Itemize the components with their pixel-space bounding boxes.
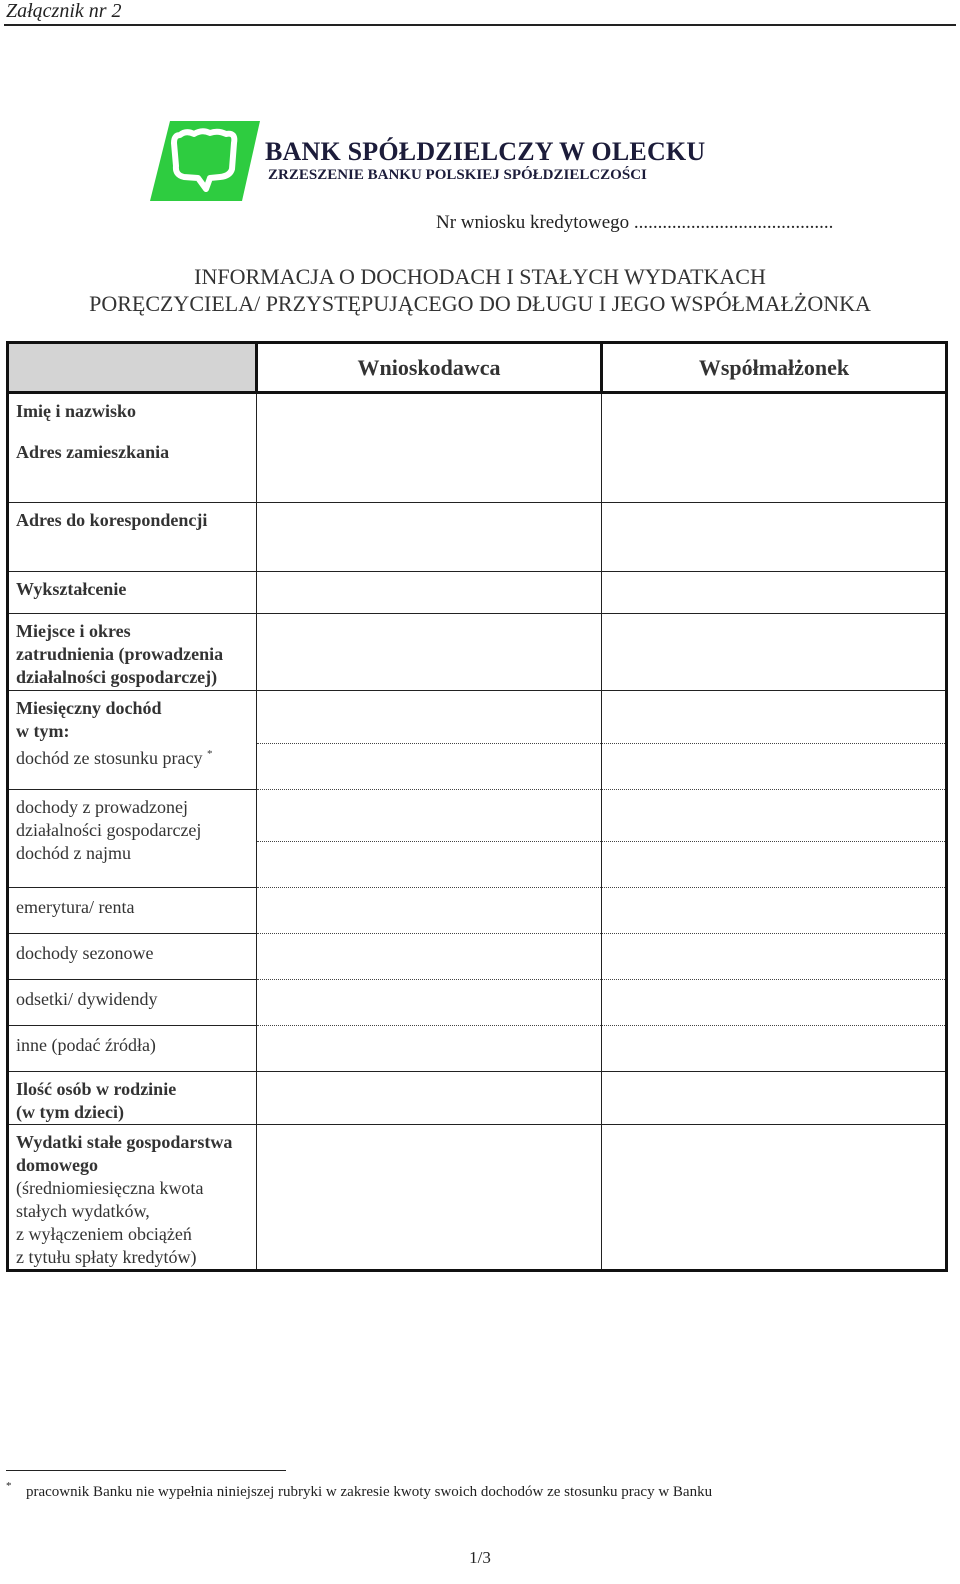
table-row xyxy=(8,980,947,1026)
table-header-row xyxy=(8,343,947,393)
table-row xyxy=(8,691,947,744)
field-spouse-business-income[interactable] xyxy=(602,789,947,842)
document-title-line2: PORĘCZYCIELA/ PRZYSTĘPUJĄCEGO DO DŁUGU I JEGO WSPÓŁMAŁŻONKA xyxy=(89,291,871,316)
family-label-line: (w tym dzieci) xyxy=(16,1102,124,1122)
page-number: 1/3 xyxy=(469,1548,491,1567)
income-form-table xyxy=(6,341,948,1272)
field-spouse-address[interactable] xyxy=(602,435,947,503)
row-label-interest: odsetki/ dywidendy xyxy=(8,980,257,1026)
table-row xyxy=(8,934,947,980)
field-spouse-other[interactable] xyxy=(602,1026,947,1072)
table-row xyxy=(8,435,947,503)
table-row xyxy=(8,503,947,572)
row-label-expenses xyxy=(8,1125,257,1271)
income-label-line: Miesięczny dochód xyxy=(16,698,162,718)
family-label-line: Ilość osób w rodzinie xyxy=(16,1079,177,1099)
footnote-text: pracownik Banku nie wypełnia niniejszej rubryki w zakresie kwoty swoich dochodów ze stosunku pracy w Banku xyxy=(26,1484,713,1500)
row-label-rental-income: dochód z najmu xyxy=(8,842,257,888)
field-spouse-pension[interactable] xyxy=(602,888,947,934)
field-spouse-education[interactable] xyxy=(602,572,947,614)
bank-subtitle: ZRZESZENIE BANKU POLSKIEJ SPÓŁDZIELCZOŚCI xyxy=(268,167,647,183)
document-title-line1: INFORMACJA O DOCHODACH I STAŁYCH WYDATKACH xyxy=(194,264,766,289)
field-spouse-rental-income[interactable] xyxy=(602,842,947,888)
table-row xyxy=(8,393,947,435)
footnote-mark: * xyxy=(6,1480,12,1492)
field-applicant-interest[interactable] xyxy=(257,980,602,1026)
table-row xyxy=(8,1072,947,1125)
field-spouse-correspondence[interactable] xyxy=(602,503,947,572)
footnote-rule xyxy=(6,1470,286,1471)
field-applicant-correspondence[interactable] xyxy=(257,503,602,572)
income-label-line: w tym: xyxy=(16,721,70,741)
row-label-name: Imię i nazwisko xyxy=(8,393,257,435)
column-header-spouse: Współmałżonek xyxy=(602,343,947,393)
row-label-employment xyxy=(8,614,257,691)
attachment-label: Załącznik nr 2 xyxy=(6,0,122,22)
business-income-line: działalności gospodarczej xyxy=(16,819,202,840)
employment-income-label: dochód ze stosunku pracy xyxy=(16,748,203,768)
row-label-correspondence: Adres do korespondencji xyxy=(8,503,257,572)
footnote-marker: * xyxy=(206,748,213,760)
row-label-seasonal: dochody sezonowe xyxy=(8,934,257,980)
row-label-other: inne (podać źródła) xyxy=(8,1026,257,1072)
row-label-employment-income xyxy=(8,743,257,789)
field-spouse-monthly-income[interactable] xyxy=(602,691,947,744)
bank-name: BANK SPÓŁDZIELCZY W OLECKU xyxy=(265,137,706,166)
table-row xyxy=(8,614,947,691)
business-income-line: dochody z prowadzonej xyxy=(16,796,188,817)
table-row xyxy=(8,888,947,934)
bank-logo-icon xyxy=(150,121,260,201)
row-label-address: Adres zamieszkania xyxy=(8,435,257,503)
field-applicant-employment-income[interactable] xyxy=(257,743,602,789)
field-applicant-address[interactable] xyxy=(257,435,602,503)
row-label-family xyxy=(8,1072,257,1125)
field-applicant-business-income[interactable] xyxy=(257,789,602,842)
employment-label-line: działalności gospodarczej) xyxy=(16,667,218,687)
field-applicant-education[interactable] xyxy=(257,572,602,614)
field-applicant-seasonal[interactable] xyxy=(257,934,602,980)
employment-label-line: Miejsce i okres xyxy=(16,621,131,641)
row-label-pension: emerytura/ renta xyxy=(8,888,257,934)
expenses-label-line: z tytułu spłaty kredytów) xyxy=(16,1247,197,1267)
table-row xyxy=(8,1026,947,1072)
table-row xyxy=(8,789,947,842)
table-row xyxy=(8,743,947,789)
row-label-business-income xyxy=(8,789,257,842)
row-label-education: Wykształcenie xyxy=(8,572,257,614)
expenses-label-line: Wydatki stałe gospodarstwa xyxy=(16,1132,233,1152)
header-rule xyxy=(4,24,956,26)
field-applicant-other[interactable] xyxy=(257,1026,602,1072)
field-spouse-employment[interactable] xyxy=(602,614,947,691)
field-spouse-family[interactable] xyxy=(602,1072,947,1125)
field-applicant-name[interactable] xyxy=(257,393,602,435)
field-applicant-monthly-income[interactable] xyxy=(257,691,602,744)
header-corner xyxy=(8,343,257,393)
field-applicant-rental-income[interactable] xyxy=(257,842,602,888)
table-row xyxy=(8,572,947,614)
column-header-applicant: Wnioskodawca xyxy=(257,343,602,393)
employment-label-line: zatrudnienia (prowadzenia xyxy=(16,644,224,664)
field-spouse-expenses[interactable] xyxy=(602,1125,947,1271)
field-applicant-expenses[interactable] xyxy=(257,1125,602,1271)
field-spouse-interest[interactable] xyxy=(602,980,947,1026)
row-label-monthly-income xyxy=(8,691,257,744)
expenses-label-line: domowego xyxy=(16,1155,98,1175)
field-spouse-seasonal[interactable] xyxy=(602,934,947,980)
expenses-label-line: stałych wydatków, xyxy=(16,1201,150,1221)
expenses-label-line: (średniomiesięczna kwota xyxy=(16,1178,204,1198)
field-applicant-employment[interactable] xyxy=(257,614,602,691)
table-row xyxy=(8,842,947,888)
field-applicant-pension[interactable] xyxy=(257,888,602,934)
table-row xyxy=(8,1125,947,1271)
field-spouse-name[interactable] xyxy=(602,393,947,435)
request-number: Nr wniosku kredytowego .......................................... xyxy=(436,212,834,233)
field-applicant-family[interactable] xyxy=(257,1072,602,1125)
field-spouse-employment-income[interactable] xyxy=(602,743,947,789)
expenses-label-line: z wyłączeniem obciążeń xyxy=(16,1224,192,1244)
